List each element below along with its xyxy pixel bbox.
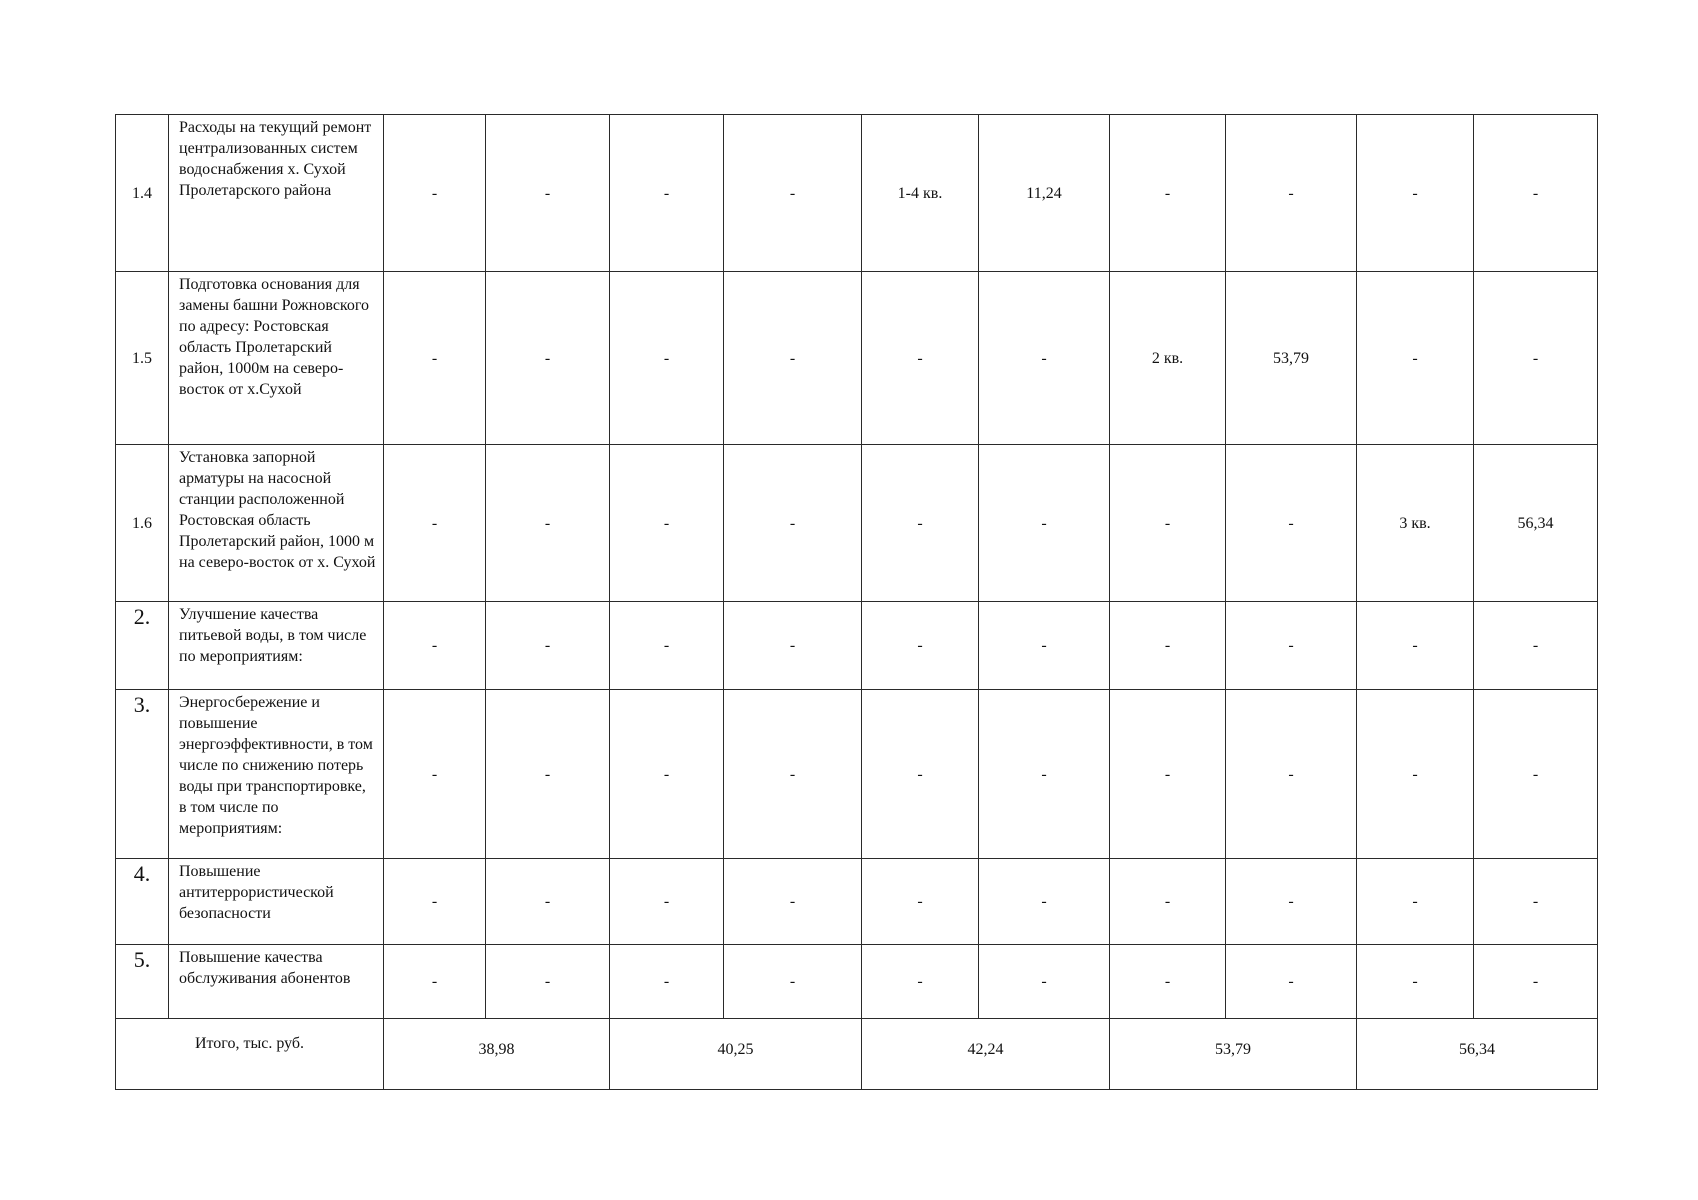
table-cell: - xyxy=(979,859,1110,945)
table-cell: - xyxy=(862,859,979,945)
table-cell: 11,24 xyxy=(979,115,1110,272)
table-cell: - xyxy=(1110,945,1226,1019)
table-cell: - xyxy=(1474,115,1598,272)
table-row xyxy=(116,859,1598,945)
table-cell: - xyxy=(1110,690,1226,859)
table-cell: - xyxy=(979,945,1110,1019)
table-cell: - xyxy=(610,602,724,690)
table-cell: - xyxy=(610,115,724,272)
table-cell: - xyxy=(1226,859,1357,945)
total-value: 40,25 xyxy=(610,1019,862,1090)
table-cell: - xyxy=(610,445,724,602)
table-cell: - xyxy=(1226,602,1357,690)
table-cell: - xyxy=(610,690,724,859)
table-cell: - xyxy=(486,602,610,690)
table-cell: - xyxy=(979,602,1110,690)
table-cell: - xyxy=(862,690,979,859)
table-cell: - xyxy=(862,602,979,690)
table-cell: 1-4 кв. xyxy=(862,115,979,272)
table-cell: 3 кв. xyxy=(1357,445,1474,602)
table-cell: - xyxy=(1474,602,1598,690)
row-number: 4. xyxy=(116,859,169,945)
table-cell: - xyxy=(724,859,862,945)
table-cell: - xyxy=(1110,445,1226,602)
table-cell: - xyxy=(1110,115,1226,272)
table-cell: - xyxy=(724,272,862,445)
table-cell: - xyxy=(1226,945,1357,1019)
table-cell: - xyxy=(1226,445,1357,602)
total-value: 42,24 xyxy=(862,1019,1110,1090)
table-cell: - xyxy=(1357,272,1474,445)
table-cell: - xyxy=(486,690,610,859)
table-cell: - xyxy=(1226,115,1357,272)
row-description: Установка запорной арматуры на насосной станции расположенной Ростовская область Пролетарский район, 1000 м на северо-восток от х. Сухой xyxy=(169,445,384,602)
table-cell: - xyxy=(724,945,862,1019)
table-cell: - xyxy=(486,445,610,602)
table-cell: - xyxy=(610,945,724,1019)
table-cell: - xyxy=(724,445,862,602)
total-value: 38,98 xyxy=(384,1019,610,1090)
table-cell: - xyxy=(979,272,1110,445)
table-cell: - xyxy=(384,115,486,272)
table-cell: - xyxy=(724,115,862,272)
table-cell: - xyxy=(610,859,724,945)
table-cell: - xyxy=(486,945,610,1019)
row-number: 1.6 xyxy=(116,445,169,602)
table-cell: - xyxy=(1357,945,1474,1019)
table-cell: - xyxy=(1474,945,1598,1019)
row-number: 3. xyxy=(116,690,169,859)
table-cell: - xyxy=(1474,690,1598,859)
row-number: 5. xyxy=(116,945,169,1019)
table-cell: - xyxy=(1474,272,1598,445)
row-description: Расходы на текущий ремонт централизованных систем водоснабжения х. Сухой Пролетарского района xyxy=(169,115,384,272)
row-description: Повышение антитеррористической безопасности xyxy=(169,859,384,945)
total-label: Итого, тыс. руб. xyxy=(116,1019,384,1090)
total-value: 53,79 xyxy=(1110,1019,1357,1090)
table-row xyxy=(116,945,1598,1019)
row-description: Улучшение качества питьевой воды, в том числе по мероприятиям: xyxy=(169,602,384,690)
table-cell: 56,34 xyxy=(1474,445,1598,602)
row-description: Повышение качества обслуживания абонентов xyxy=(169,945,384,1019)
table-cell: - xyxy=(610,272,724,445)
table-cell: - xyxy=(384,945,486,1019)
table-cell: - xyxy=(979,445,1110,602)
table-cell: - xyxy=(1357,602,1474,690)
table-cell: - xyxy=(724,602,862,690)
table-row xyxy=(116,272,1598,445)
total-value: 56,34 xyxy=(1357,1019,1598,1090)
table-cell: - xyxy=(384,690,486,859)
table-row xyxy=(116,690,1598,859)
table-body xyxy=(116,115,1598,1090)
table-cell: - xyxy=(1226,690,1357,859)
table-cell: - xyxy=(862,272,979,445)
table-cell: - xyxy=(979,690,1110,859)
table-cell: - xyxy=(384,445,486,602)
table-cell: - xyxy=(724,690,862,859)
table-cell: - xyxy=(1357,115,1474,272)
total-row xyxy=(116,1019,1598,1090)
investment-table xyxy=(115,114,1598,1090)
table-row xyxy=(116,602,1598,690)
table-cell: - xyxy=(862,445,979,602)
table-cell: - xyxy=(486,272,610,445)
table-cell: - xyxy=(384,602,486,690)
table-cell: - xyxy=(384,859,486,945)
row-number: 2. xyxy=(116,602,169,690)
table-cell: - xyxy=(1110,859,1226,945)
table-row xyxy=(116,115,1598,272)
row-number: 1.4 xyxy=(116,115,169,272)
table-cell: - xyxy=(1357,690,1474,859)
table-cell: - xyxy=(1110,602,1226,690)
row-description: Подготовка основания для замены башни Рожновского по адресу: Ростовская область Пролетарский район, 1000м на северо-восток от х.Сухой xyxy=(169,272,384,445)
table-cell: 53,79 xyxy=(1226,272,1357,445)
table-cell: - xyxy=(1357,859,1474,945)
table-cell: - xyxy=(486,859,610,945)
table-cell: - xyxy=(1474,859,1598,945)
row-number: 1.5 xyxy=(116,272,169,445)
table-cell: - xyxy=(384,272,486,445)
table-cell: - xyxy=(486,115,610,272)
row-description: Энергосбережение и повышение энергоэффективности, в том числе по снижению потерь воды при транспортировке, в том числе по мероприятиям: xyxy=(169,690,384,859)
table-cell: 2 кв. xyxy=(1110,272,1226,445)
table-row xyxy=(116,445,1598,602)
table-cell: - xyxy=(862,945,979,1019)
